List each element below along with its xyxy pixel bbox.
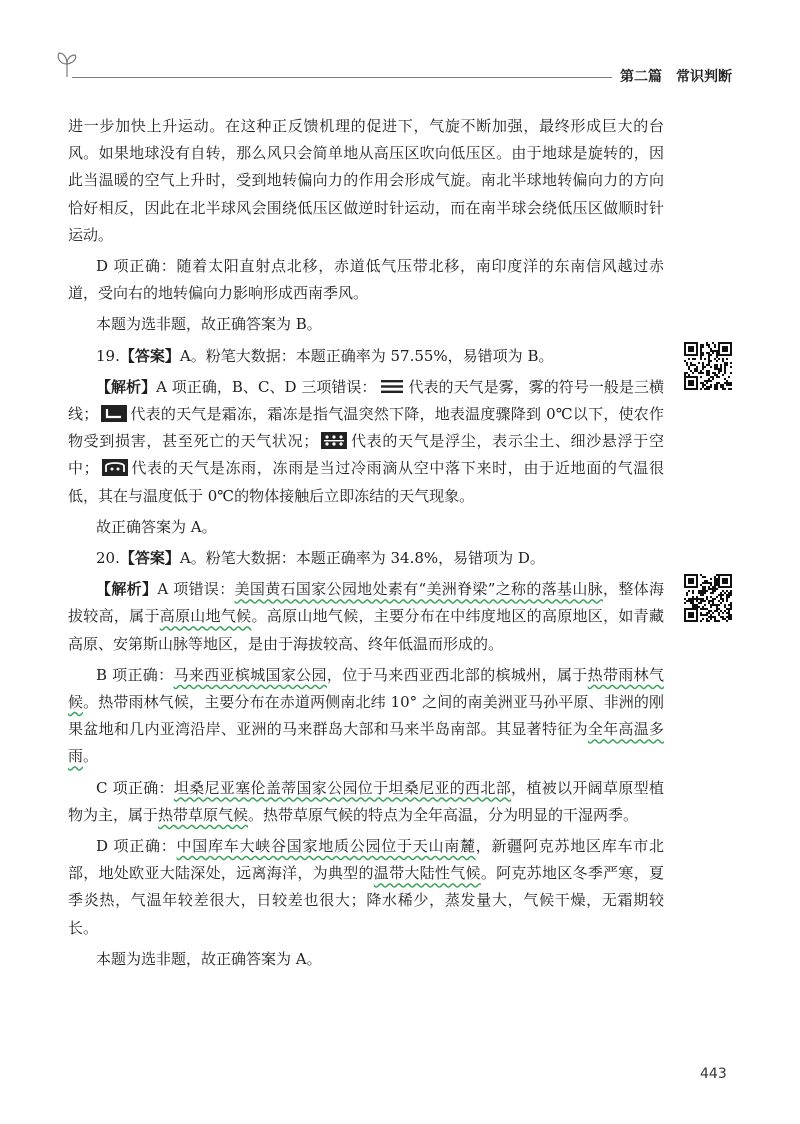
q20-analysis-c	[68, 775, 664, 829]
option-text: ，植被以开阔草原型植物为主，属于	[68, 778, 664, 824]
question-number: 19.	[96, 346, 120, 365]
option-text: 。热带雨林气候，主要分布在赤道两侧南北纬 10° 之间的南美洲亚马孙平原、非洲的刚果盆地和几内亚湾沿岸、亚洲的马来群岛大部和马来半岛南部。其显著特征为	[68, 693, 664, 739]
highlighted-text: 美国黄石国家公园地处素有“美洲脊梁”之称的落基山脉	[234, 580, 604, 599]
frost-symbol-icon	[101, 405, 127, 422]
option-text: ，位于马来西亚西北部的槟城州，属于	[326, 665, 588, 684]
q19-answer	[68, 343, 664, 370]
page-content	[68, 113, 664, 977]
frost-description: 代表的天气是霜冻，霜冻是指气温突然下降，地表温度骤降到 0℃以下，使农作物受到损害，甚至死亡的天气状况；	[68, 405, 664, 451]
fog-description: 代表的天气是雾，雾的符号一般是三横线；	[68, 377, 664, 424]
highlighted-text: 高原山地气候	[159, 607, 252, 626]
highlighted-text: 坦桑尼亚塞伦盖蒂国家公园位于坦桑尼亚的西北部	[173, 778, 512, 797]
q20-analysis-a	[68, 576, 664, 658]
option-prefix: D 项正确：	[96, 837, 177, 856]
q20-answer	[68, 545, 664, 572]
option-prefix: C 项正确：	[96, 778, 174, 797]
qr-code-icon[interactable]	[682, 572, 734, 624]
freezing-rain-symbol-icon	[102, 459, 128, 476]
option-text: ，新疆阿克苏地区库车市北部，地处欧亚大陆深处，远离海洋，为典型的	[68, 837, 664, 883]
q19-analysis	[68, 374, 664, 510]
q20-analysis-b	[68, 662, 664, 771]
q19-conclusion: 故正确答案为 A。	[96, 517, 217, 536]
dust-description: 代表的天气是浮尘，表示尘土、细沙悬浮于空中；	[68, 432, 664, 478]
q20-analysis-d	[68, 833, 664, 942]
option-text: 。热带草原气候的特点为全年高温，分为明显的干湿两季。	[248, 805, 639, 824]
paragraph: 本题为选非题，故正确答案为 B。	[96, 315, 322, 334]
highlighted-text: 温带大陆性气候	[373, 864, 481, 883]
freezing-rain-description: 代表的天气是冻雨，冻雨是当过冷雨滴从空中落下来时，由于近地面的气温很低，其在与温度低于 0℃的物体接触后立即冻结的天气现象。	[68, 459, 664, 505]
highlighted-text: 全年高温多雨	[68, 720, 664, 766]
page-header	[0, 0, 800, 100]
analysis-lead: A 项正确，B、C、D 三项错误：	[156, 377, 377, 396]
answer-text: A。粉笔大数据：本题正确率为 34.8%，易错项为 D。	[179, 549, 545, 568]
answer-label: 【答案】	[119, 346, 180, 365]
analysis-label: 【解析】	[96, 377, 157, 396]
option-prefix: B 项正确：	[96, 665, 174, 684]
fog-symbol-icon	[379, 378, 405, 395]
option-text: 。高原山地气候，主要分布在中纬度地区的高原地区，如青藏高原、安第斯山脉等地区，是由于海拔较高、终年低温而形成的。	[68, 607, 664, 653]
highlighted-text: 热带雨林气候	[68, 665, 664, 712]
option-text: 。阿克苏地区冬季严寒，夏季炎热，气温年较差很大，日较差也很大；降水稀少，蒸发量大，气候干燥，无霜期较长。	[68, 864, 664, 937]
question-number: 20.	[96, 549, 120, 568]
page-number: 443	[700, 1066, 727, 1082]
answer-text: A。粉笔大数据：本题正确率为 57.55%，易错项为 B。	[179, 346, 554, 365]
qr-code-icon[interactable]	[682, 340, 734, 392]
highlighted-text: 马来西亚槟城国家公园	[173, 665, 327, 684]
option-text: ，整体海拔较高，属于	[68, 580, 664, 626]
sprout-icon	[56, 50, 78, 78]
q20-conclusion: 本题为选非题，故正确答案为 A。	[96, 949, 322, 968]
section-title: 第二篇 常识判断	[620, 69, 732, 85]
paragraph: 进一步加快上升运动。在这种正反馈机理的促进下，气旋不断加强，最终形成巨大的台风。如果地球没有自转，那么风只会简单地从高压区吹向低压区。由于地球是旋转的，因此当温暖的空气上升时，受到地转偏向力的作用会形成气旋。南北半球地转偏向力的方向恰好相反，因此在北半球风会围绕低压区做逆时针运动，而在南半球会绕低压区做顺时针运动。	[68, 117, 664, 244]
paragraph: D 项正确：随着太阳直射点北移，赤道低气压带北移，南印度洋的东南信风越过赤道，受向右的地转偏向力影响形成西南季风。	[68, 257, 664, 303]
answer-label: 【答案】	[119, 549, 180, 568]
highlighted-text: 热带草原气候	[158, 805, 249, 824]
option-prefix: A 项错误：	[157, 580, 235, 599]
highlighted-text: 中国库车大峡谷国家地质公园位于天山南麓	[176, 837, 476, 856]
floating-dust-symbol-icon	[321, 432, 347, 449]
option-text: 。	[83, 747, 99, 766]
header-rule	[72, 77, 612, 78]
analysis-label: 【解析】	[96, 580, 158, 599]
